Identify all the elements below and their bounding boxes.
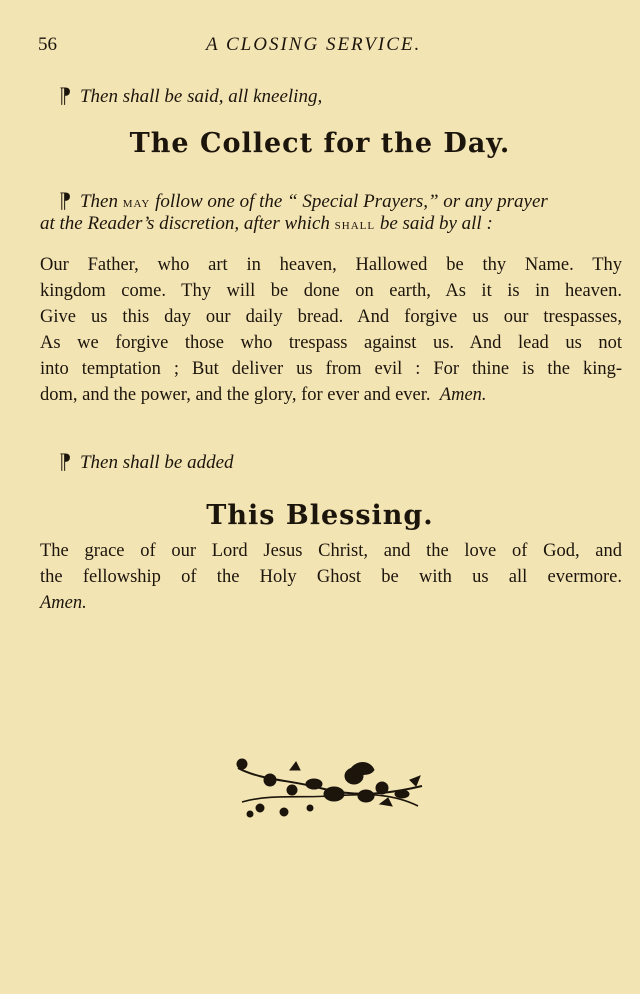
rubric-kneeling [60, 82, 322, 108]
pilcrow-icon: ¶ [60, 82, 70, 107]
blessing-line: The grace of our Lord Jesus Christ, and the love of God, and [40, 541, 622, 561]
rubric-part-b: at the Reader’s discretion, after which [40, 213, 330, 234]
rubric-shall: shall [334, 216, 376, 233]
pilcrow-icon: ¶ [60, 448, 70, 473]
prayer-line: Give us this day our daily bread. And forgive us our trespasses, [40, 307, 622, 327]
prayer-amen: Amen. [439, 385, 487, 405]
rubric-part-c: be said by all : [379, 213, 493, 234]
rubric-added-text: Then shall be added [79, 452, 234, 473]
lords-prayer [40, 252, 622, 408]
blessing-text [40, 538, 622, 616]
rubric-special-prayers-line2 [40, 213, 493, 235]
collect-heading: The Collect for the Day. [129, 128, 511, 159]
blessing-line: the fellowship of the Holy Ghost be with us all evermore. [40, 567, 622, 587]
prayer-last-text: dom, and the power, and the glory, for ever and ever. [40, 385, 431, 405]
prayer-line: As we forgive those who trespass against us. And lead us not [40, 333, 622, 353]
rubric-may: may [122, 194, 151, 211]
prayer-line: into temptation ; But deliver us from evil : For thine is the king- [40, 359, 622, 379]
rubric-added [60, 448, 234, 474]
rubric-special-prayers [60, 187, 548, 213]
rubric-kneeling-text: Then shall be said, all kneeling, [79, 86, 323, 107]
prayer-line: Our Father, who art in heaven, Hallowed be thy Name. Thy [40, 255, 622, 275]
blessing-heading: This Blessing. [206, 500, 434, 531]
running-head: A CLOSING SERVICE. [206, 34, 422, 55]
rubric-part-a: follow one of the “ Special Prayers,” or any prayer [155, 191, 548, 212]
page-number: 56 [38, 34, 57, 55]
pilcrow-icon: ¶ [60, 187, 70, 212]
blessing-amen: Amen. [40, 593, 87, 613]
rubric-then: Then [79, 191, 118, 212]
prayer-line-last [40, 382, 622, 408]
prayer-line: kingdom come. Thy will be done on earth, As it is in heaven. [40, 281, 622, 301]
floral-ornament-icon [230, 750, 430, 830]
